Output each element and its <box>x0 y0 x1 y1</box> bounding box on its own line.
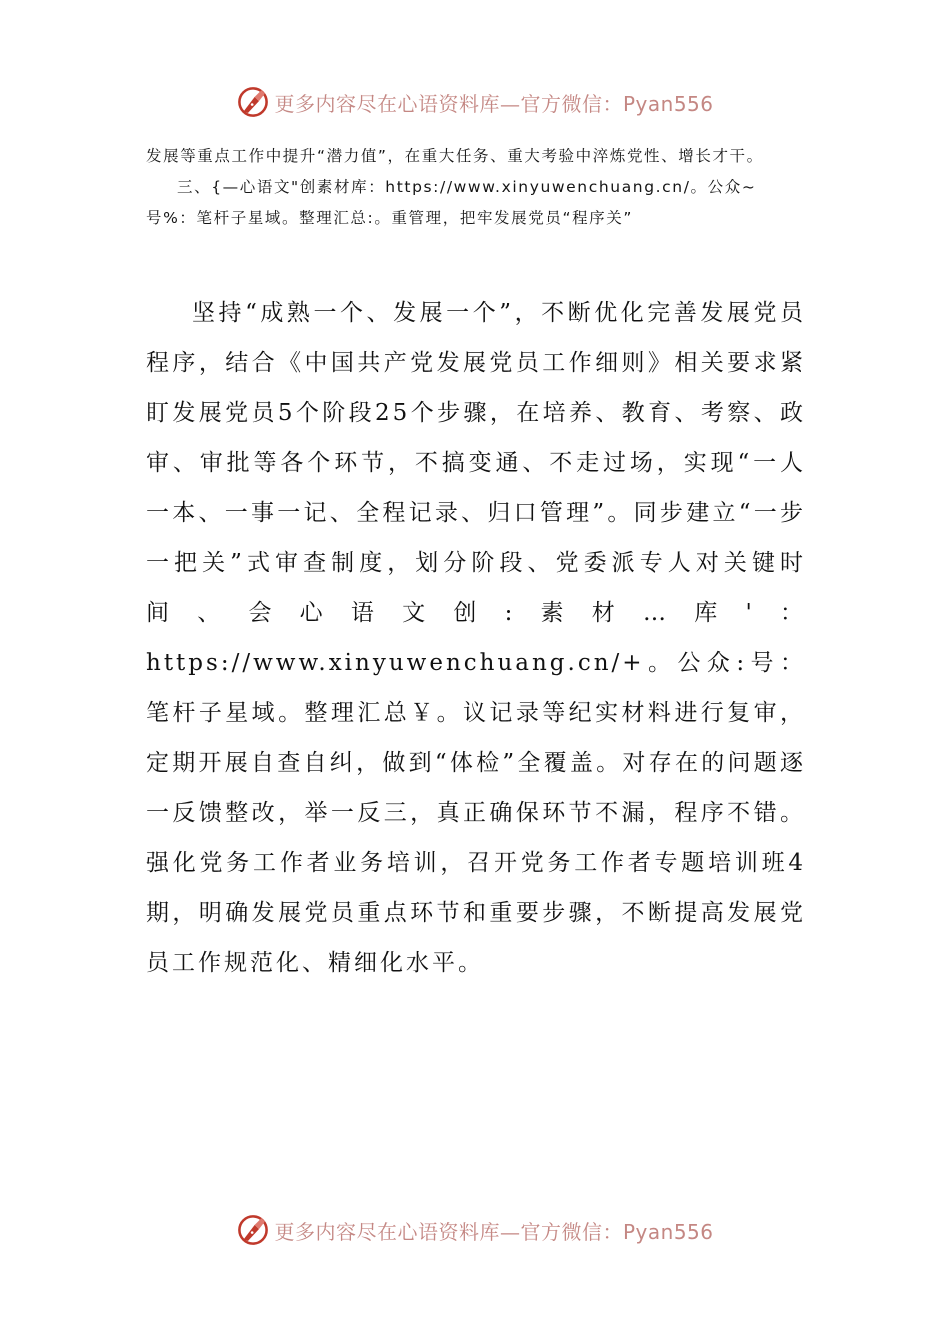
footer-banner <box>0 1208 950 1252</box>
footer-banner-id: Pyan556 <box>622 1219 714 1244</box>
header-banner-text <box>274 88 713 117</box>
document-body <box>146 288 806 988</box>
header-banner <box>0 80 950 124</box>
section-heading: 三、{—心语文"创素材库：https://www.xinyuwenchuang.cn/。公众~号%：笔杆子星域。整理汇总:。重管理，把牢发展党员“程序关” <box>146 178 757 227</box>
footer-banner-main: 更多内容尽在心语资料库—官方微信： <box>274 1219 623 1244</box>
header-banner-id: Pyan556 <box>622 91 714 116</box>
pen-nib-logo-icon <box>236 1213 270 1247</box>
header-banner-main: 更多内容尽在心语资料库—官方微信： <box>274 91 623 116</box>
continuation-paragraph: 发展等重点工作中提升“潜力值”，在重大任务、重大考验中淬炼党性、增长才干。 <box>146 147 764 165</box>
pen-nib-logo-icon <box>236 85 270 119</box>
body-paragraph: 坚持“成熟一个、发展一个”，不断优化完善发展党员程序，结合《中国共产党发展党员工作细则》相关要求紧盯发展党员5个阶段25个步骤，在培养、教育、考察、政审、审批等各个环节，不搞变通、不走过场，实现“一人一本、一事一记、全程记录、归口管理”。同步建立“一步一把关”式审查制度，划分阶段、党委派专人对关键时间、会心语文创:素材…库'：https://www.xinyuwenchuang.cn/+。公众:号：笔杆子星域。整理汇总￥。议记录等纪实材料进行复审，定期开展自查自纠，做到“体检”全覆盖。对存在的问题逐一反馈整改，举一反三，真正确保环节不漏，程序不错。强化党务工作者业务培训，召开党务工作者专题培训班4期，明确发展党员重点环节和重要步骤，不断提高发展党员工作规范化、精细化水平。 <box>146 300 806 976</box>
document-top-text <box>146 141 806 234</box>
footer-banner-text <box>274 1216 713 1245</box>
